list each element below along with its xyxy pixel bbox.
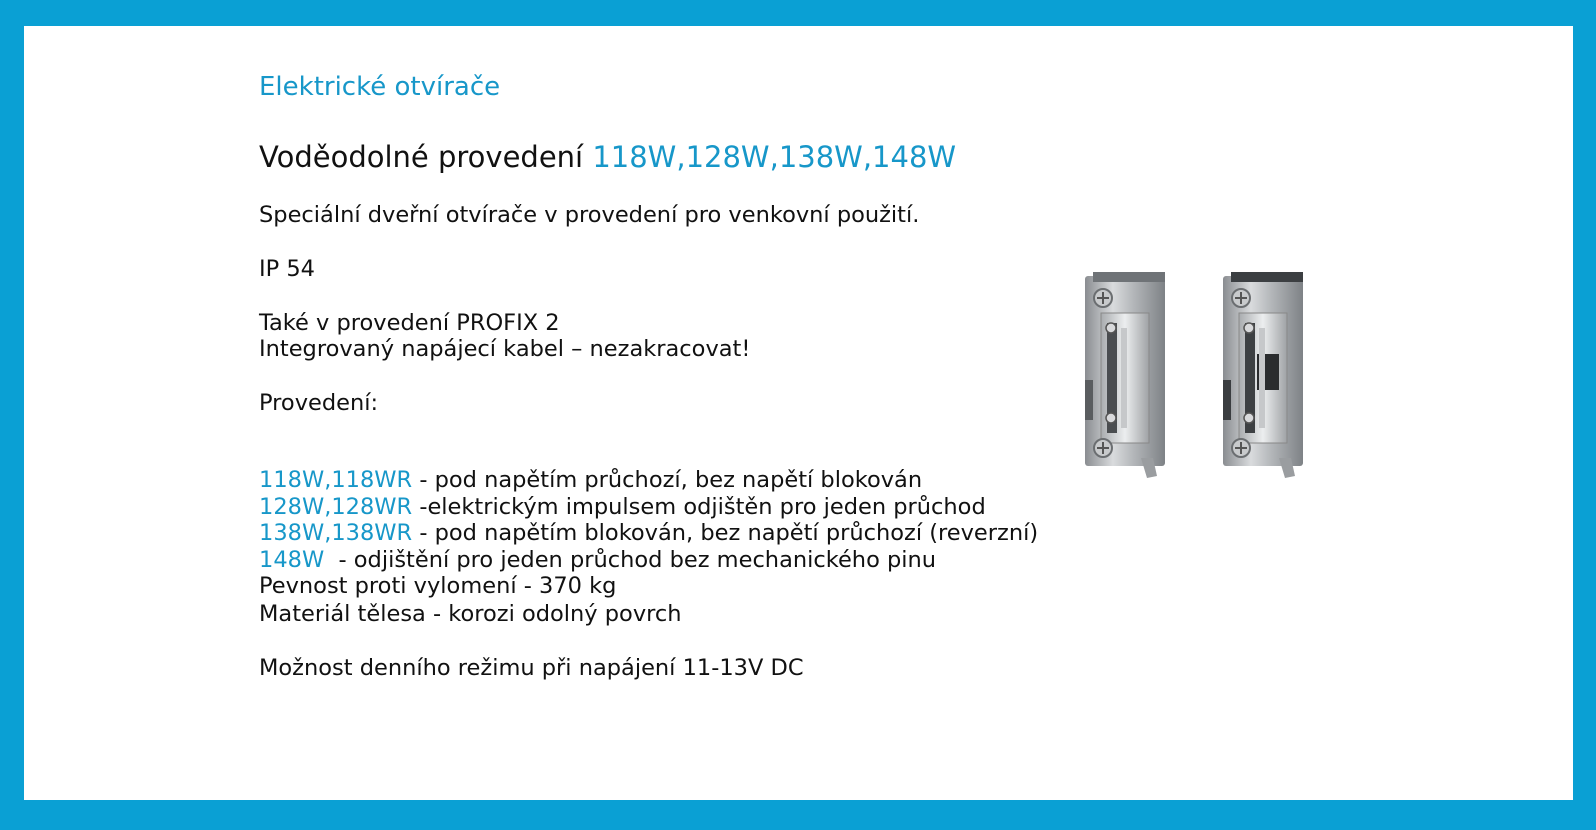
description: Speciální dveřní otvírače v provedení pro venkovní použití. — [259, 202, 920, 228]
break-strength: Pevnost proti vylomení - 370 kg — [259, 573, 617, 599]
headline-models: 118W,128W,138W,148W — [592, 140, 957, 174]
variant-desc: - odjištění pro jeden průchod bez mechanického pinu — [324, 546, 937, 573]
section-title: Elektrické otvírače — [259, 72, 501, 102]
cable-note: Integrovaný napájecí kabel – nezakracovat! — [259, 336, 751, 362]
headline-text: Voděodolné provedení — [259, 140, 584, 174]
variants-list — [259, 467, 1038, 600]
variant-desc: - pod napětím průchozí, bez napětí blokován — [412, 467, 923, 493]
content-panel — [24, 26, 1573, 800]
door-opener-left — [1085, 272, 1165, 478]
variant-row — [259, 494, 1038, 521]
also-available: Také v provedení PROFIX 2 — [259, 310, 560, 336]
variants-heading: Provedení: — [259, 390, 379, 416]
variant-desc: -elektrickým impulsem odjištěn pro jeden průchod — [412, 493, 986, 520]
variant-code: 148W — [259, 546, 325, 573]
variant-row — [259, 547, 1038, 574]
variant-row — [259, 520, 1038, 547]
variant-code: 128W,128WR — [259, 493, 413, 520]
door-opener-product-image — [1081, 268, 1335, 490]
variant-code: 118W,118WR — [259, 467, 413, 493]
variant-code: 138W,138WR — [259, 520, 413, 546]
headline — [259, 140, 956, 174]
ip-rating: IP 54 — [259, 256, 315, 282]
material: Materiál tělesa - korozi odolný povrch — [259, 601, 682, 627]
door-opener-right — [1223, 272, 1303, 478]
variant-row — [259, 467, 1038, 494]
day-mode: Možnost denního režimu při napájení 11-13V DC — [259, 655, 804, 681]
variant-desc: - pod napětím blokován, bez napětí průchozí (reverzní) — [412, 520, 1039, 546]
